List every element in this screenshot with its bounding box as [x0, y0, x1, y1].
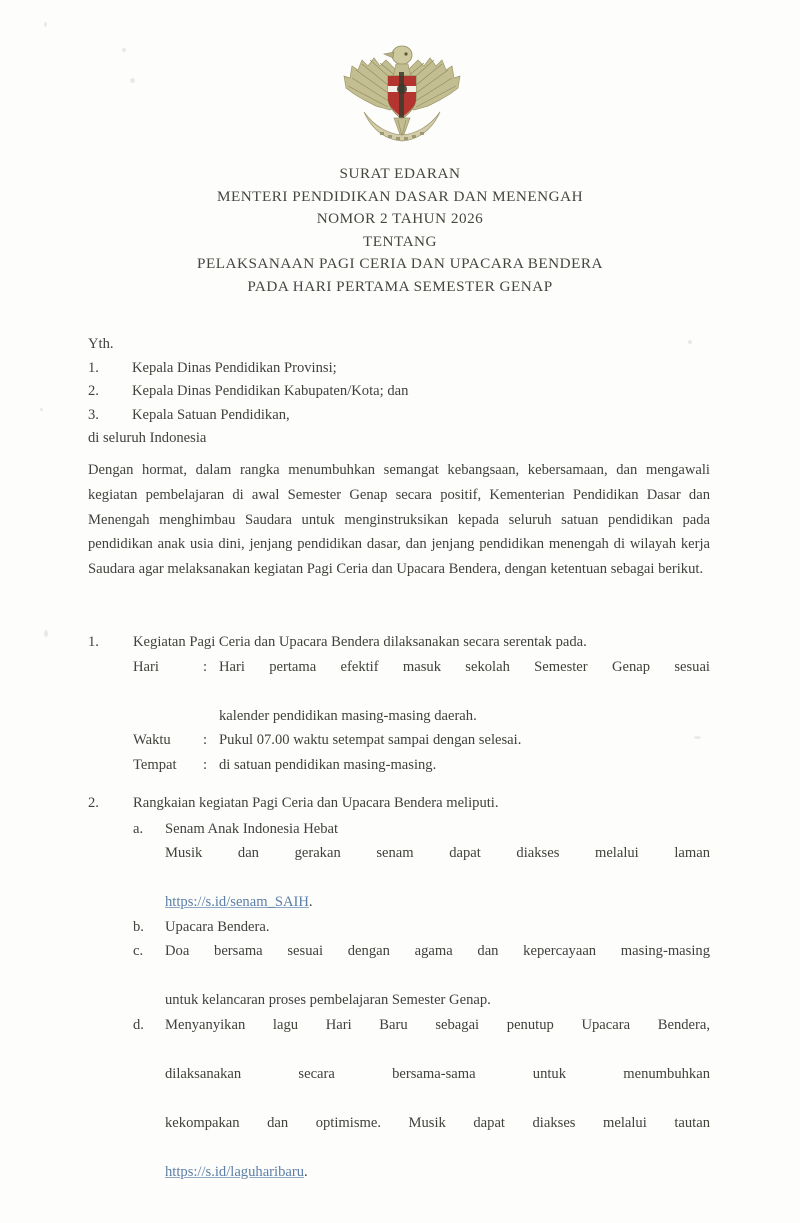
activity-line-3: kekompakan dan optimisme. Musik dapat diakses melalui tautan: [165, 1114, 710, 1131]
activity-line-1: Doa bersama sesuai dengan agama dan kepercayaan masing-masing: [165, 943, 710, 959]
activity-text: [165, 1013, 710, 1185]
provision-number: 2.: [88, 795, 99, 811]
activity-marker: a.: [133, 820, 144, 837]
provision-item-2: [88, 791, 710, 1184]
schedule-label: Waktu: [133, 732, 171, 748]
activity-item-a: [133, 817, 710, 915]
activity-line-2: untuk kelancaran proses pembelajaran Semester Genap.: [165, 992, 491, 1008]
schedule-colon: :: [203, 756, 208, 773]
opening-paragraph: Dengan hormat, dalam rangka menumbuhkan semangat kebangsaan, kebersamaan, dan mengawali kegiatan pembelajaran di awal Semester Genap secara positif, Kementerian Pendidikan Dasar dan Menengah menghimbau Saudara untuk menginstruksikan kepada seluruh satuan pendidikan pada pendidikan anak usia dini, jenjang pendidikan dasar, dan jenjang pendidikan menengah di wilayah kerja Saudara agar melaksanakan kegiatan Pagi Ceria dan Upacara Bendera, dengan ketentuan sebagai berikut.: [88, 462, 710, 578]
activity-text: [165, 939, 710, 1013]
recipient-salutation: Yth.: [88, 336, 114, 352]
header-line-ministry: MENTERI PENDIDIKAN DASAR DAN MENENGAH: [216, 187, 584, 205]
schedule-row-hari: [133, 655, 710, 729]
recipient-text: Kepala Dinas Pendidikan Kabupaten/Kota; dan: [132, 383, 409, 399]
recipient-text: Kepala Dinas Pendidikan Provinsi;: [132, 359, 337, 376]
header-line-subject-2: PADA HARI PERTAMA SEMESTER GENAP: [247, 277, 553, 295]
recipient-text: Kepala Satuan Pendidikan,: [132, 406, 290, 423]
scan-speck: [688, 340, 692, 344]
recipient-number: 1.: [88, 359, 99, 376]
provisions-list: [88, 630, 710, 1196]
schedule-value: [219, 655, 710, 729]
activity-line-2: dilaksanakan secara bersama-sama untuk menumbuhkan: [165, 1065, 710, 1082]
activity-link-suffix: .: [304, 1163, 308, 1180]
recipient-block: [88, 333, 648, 451]
activity-item-c: [133, 939, 710, 1013]
provision-lead-text: Kegiatan Pagi Ceria dan Upacara Bendera dilaksanakan secara serentak pada.: [133, 634, 587, 650]
scan-speck: [40, 408, 43, 411]
scan-speck: [122, 48, 126, 52]
header-line-number: NOMOR 2 TAHUN 2026: [316, 210, 484, 227]
scan-speck: [44, 22, 47, 27]
recipient-item: [88, 404, 648, 428]
header-line-surat-edaran: SURAT EDARAN: [339, 165, 461, 182]
recipient-number: 3.: [88, 406, 99, 423]
provision-lead-text: Rangkaian kegiatan Pagi Ceria dan Upacara Bendera meliputi.: [133, 795, 499, 811]
schedule-row-tempat: [133, 753, 710, 778]
activity-line-1: Menyanyikan lagu Hari Baru sebagai penutup Upacara Bendera,: [165, 1016, 710, 1033]
recipient-closing: di seluruh Indonesia: [88, 430, 207, 446]
header-line-subject-1: PELAKSANAAN PAGI CERIA DAN UPACARA BENDERA: [197, 255, 603, 272]
schedule-label: Tempat: [133, 756, 177, 773]
activity-link-suffix: .: [308, 894, 313, 910]
provision-item-1: [88, 630, 710, 777]
activity-detail: Musik dan gerakan senam dapat diakses melalui laman: [165, 845, 710, 861]
recipient-item: [88, 380, 648, 404]
recipient-number: 2.: [88, 383, 99, 399]
senam-link[interactable]: https://s.id/senam_SAIH: [165, 894, 309, 910]
activity-text: Upacara Bendera.: [165, 918, 270, 935]
schedule-value-line-1: Hari pertama efektif masuk sekolah Semester Genap sesuai: [219, 658, 710, 675]
activity-text: [165, 817, 710, 915]
activity-sub-list: [133, 817, 710, 1185]
activity-marker: b.: [133, 918, 144, 935]
lagu-link[interactable]: https://s.id/laguharibaru: [165, 1163, 305, 1180]
provision-number: 1.: [88, 634, 99, 650]
schedule-colon: :: [203, 732, 208, 748]
schedule-value: Pukul 07.00 waktu setempat sampai dengan selesai.: [219, 732, 522, 748]
recipient-item: [88, 357, 648, 381]
schedule-value-line-2: kalender pendidikan masing-masing daerah.: [219, 707, 477, 724]
scan-speck: [130, 78, 135, 83]
activity-marker: c.: [133, 943, 144, 959]
activity-item-b: [133, 915, 710, 940]
schedule-value: di satuan pendidikan masing-masing.: [219, 756, 437, 773]
header-line-tentang: TENTANG: [363, 232, 437, 250]
scan-speck: [44, 630, 48, 637]
document-header: [0, 163, 800, 298]
schedule-colon: :: [203, 658, 208, 675]
activity-marker: d.: [133, 1016, 144, 1033]
schedule-row-waktu: [133, 728, 710, 753]
schedule-label: Hari: [133, 658, 159, 675]
activity-title: Senam Anak Indonesia Hebat: [165, 820, 339, 837]
garuda-pancasila-emblem: [336, 36, 468, 148]
activity-item-d: [133, 1013, 710, 1185]
